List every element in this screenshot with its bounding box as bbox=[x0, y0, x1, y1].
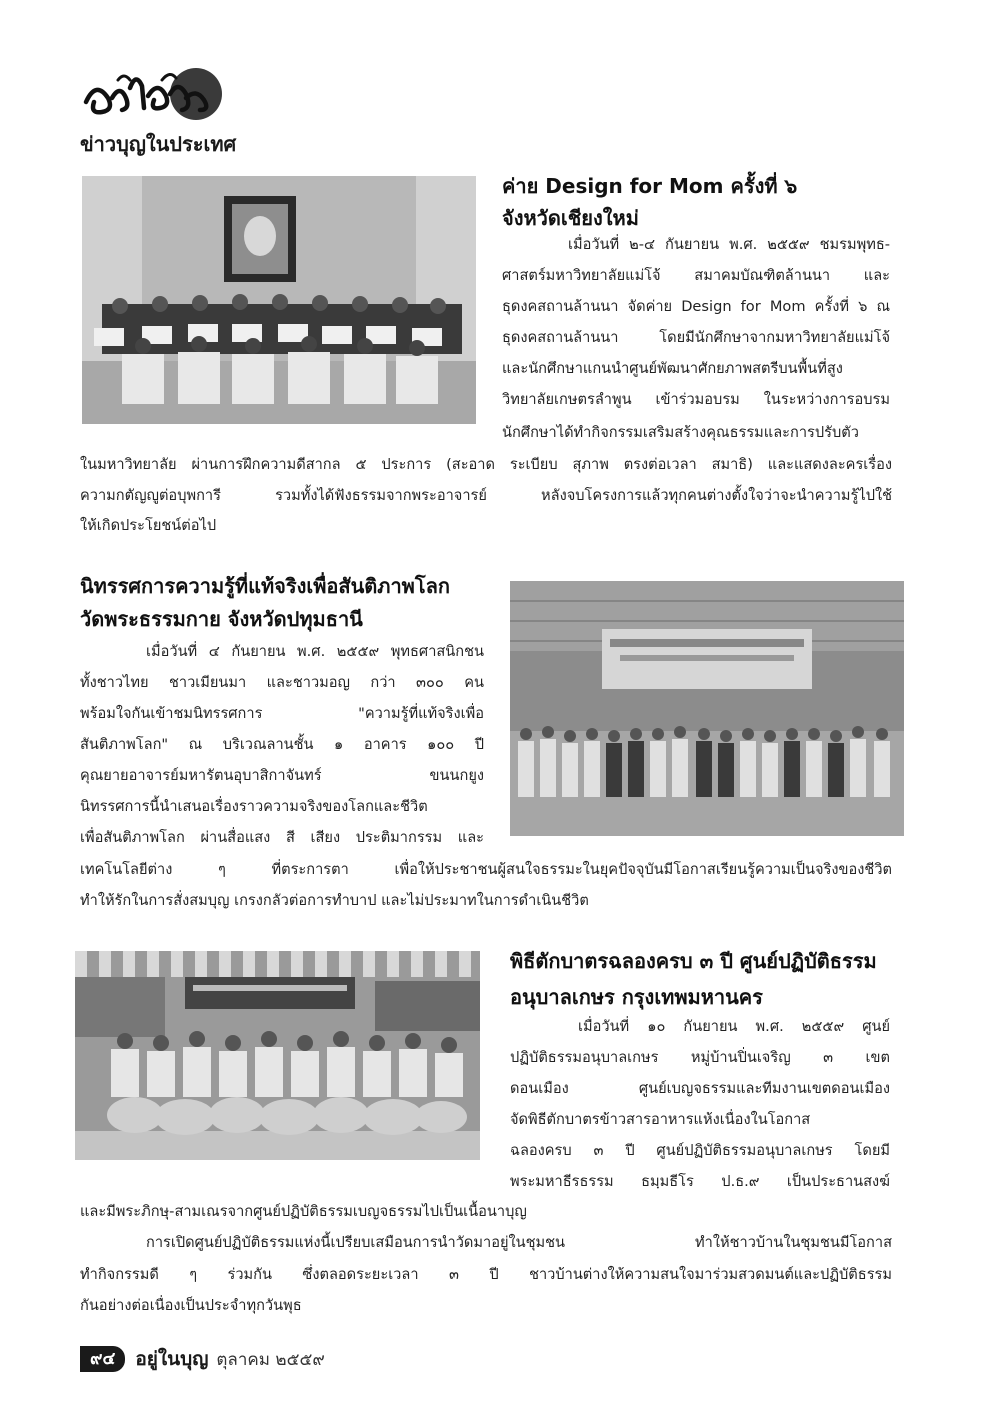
article-2-body-line: ทั้งชาวไทย ชาวเมียนมา และชาวมอญ กว่า ๓๐๐ คน bbox=[80, 674, 484, 691]
article-1-body-line: ธุดงคสถานล้านนา จัดค่าย Design for Mom ครั้งที่ ๖ ณ bbox=[502, 298, 890, 315]
article-1-body-line: ศาสตร์มหาวิทยาลัยแม่โจ้ สมาคมบัณฑิตล้านนา และ bbox=[502, 267, 890, 284]
article-2-body-line: เมื่อวันที่ ๔ กันยายน พ.ศ. ๒๕๕๙ พุทธศาสนิกชน bbox=[146, 643, 484, 660]
article-2-body-line: คุณยายอาจารย์มหารัตนอุบาสิกาจันทร์ ขนนกยูง bbox=[80, 767, 484, 784]
page-footer bbox=[80, 1346, 325, 1372]
article-2-body-line: พร้อมใจกันเข้าชมนิทรรศการ "ความรู้ที่แท้จริงเพื่อ bbox=[80, 705, 484, 722]
magazine-name: อยู่ในบุญ bbox=[135, 1348, 209, 1370]
article-1-body-line: ธุดงคสถานล้านนา โดยมีนักศึกษาจากมหาวิทยาลัยแม่โจ้ bbox=[502, 329, 890, 346]
article-2-body-line: สันติภาพโลก" ณ บริเวณลานชั้น ๑ อาคาร ๑๐๐ ปี bbox=[80, 736, 484, 753]
article-3-body-line: จัดพิธีตักบาตรข้าวสารอาหารแห้งเนื่องในโอกาส bbox=[510, 1111, 811, 1128]
article-1-body-line: เมื่อวันที่ ๒-๔ กันยายน พ.ศ. ๒๕๕๙ ชมรมพุทธ- bbox=[568, 236, 890, 253]
article-2-body-line: ทำให้รักในการสั่งสมบุญ เกรงกลัวต่อการทำบาป และไม่ประมาทในการดำเนินชีวิต bbox=[80, 892, 589, 909]
section-heading: ข่าวบุญในประเทศ bbox=[80, 132, 237, 156]
article-1-body-line: ความกตัญญูต่อบุพการี รวมทั้งได้ฟังธรรมจากพระอาจารย์ หลังจบโครงการแล้วทุกคนต่างตั้งใจว่าจะนำความรู้ไปใช้ bbox=[80, 487, 892, 504]
article-2-title-line-1: นิทรรศการความรู้ที่แท้จริงเพื่อสันติภาพโลก bbox=[80, 574, 450, 598]
article-2-body-line: เทคโนโลยีต่าง ๆ ที่ตระการตา เพื่อให้ประชาชนผู้สนใจธรรมะในยุคปัจจุบันมีโอกาสเรียนรู้ความเป็นจริงของชีวิต bbox=[80, 861, 892, 878]
article-3-body-line: การเปิดศูนย์ปฏิบัติธรรมแห่งนี้เปรียบเสมือนการนำวัดมาอยู่ในชุมชน ทำให้ชาวบ้านในชุมชนมีโอกาส bbox=[146, 1234, 892, 1251]
article-1-body-line: และนักศึกษาแกนนำศูนย์พัฒนาศักยภาพสตรีบนพื้นที่สูง bbox=[502, 360, 843, 377]
article-1-title-line-1: ค่าย Design for Mom ครั้งที่ ๖ bbox=[502, 174, 798, 198]
article-1-body-line: นักศึกษาได้ทำกิจกรรมเสริมสร้างคุณธรรมและการปรับตัว bbox=[502, 424, 859, 441]
article-1-body-line: ให้เกิดประโยชน์ต่อไป bbox=[80, 517, 217, 534]
article-3-body-line: ทำกิจกรรมดี ๆ ร่วมกัน ซึ่งตลอดระยะเวลา ๓ ปี ชาวบ้านต่างให้ความสนใจมาร่วมสวดมนต์และปฏิบัติธรรม bbox=[80, 1266, 892, 1283]
article-1-body-line: วิทยาลัยเกษตรลำพูน เข้าร่วมอบรม ในระหว่างการอบรม bbox=[502, 391, 890, 408]
article-1-photo bbox=[82, 176, 476, 424]
article-3-title-line-1: พิธีตักบาตรฉลองครบ ๓ ปี ศูนย์ปฏิบัติธรรม bbox=[510, 949, 877, 973]
article-1-body-line: ในมหาวิทยาลัย ผ่านการฝึกความดีสากล ๕ ประการ (สะอาด ระเบียบ สุภาพ ตรงต่อเวลา สมาธิ) และแสดงละครเรื่อง bbox=[80, 456, 892, 473]
article-3-body-line: พระมหาธีรธรรม ธมฺมธีโร ป.ธ.๙ เป็นประธานสงฆ์ bbox=[510, 1173, 890, 1190]
article-3-body-line: ปฏิบัติธรรมอนุบาลเกษร หมู่บ้านปิ่นเจริญ ๓ เขต bbox=[510, 1049, 890, 1066]
article-3-title-line-2: อนุบาลเกษร กรุงเทพมหานคร bbox=[510, 985, 763, 1009]
page-number: ๙๔ bbox=[80, 1346, 125, 1372]
article-2-photo bbox=[510, 581, 904, 836]
magazine-logo bbox=[78, 58, 228, 128]
article-3-photo bbox=[75, 951, 480, 1160]
article-1-title-line-2: จังหวัดเชียงใหม่ bbox=[502, 206, 639, 230]
article-3-body-line: เมื่อวันที่ ๑๐ กันยายน พ.ศ. ๒๕๕๙ ศูนย์ bbox=[578, 1018, 890, 1035]
article-2-body-line: เพื่อสันติภาพโลก ผ่านสื่อแสง สี เสียง ประติมากรรม และ bbox=[80, 829, 484, 846]
article-3-body-line: ฉลองครบ ๓ ปี ศูนย์ปฏิบัติธรรมอนุบาลเกษร โดยมี bbox=[510, 1142, 890, 1159]
article-3-body-line: กันอย่างต่อเนื่องเป็นประจำทุกวันพุธ bbox=[80, 1297, 302, 1314]
article-2-body-line: นิทรรศการนี้นำเสนอเรื่องราวความจริงของโลกและชีวิต bbox=[80, 798, 428, 815]
article-2-title-line-2: วัดพระธรรมกาย จังหวัดปทุมธานี bbox=[80, 607, 363, 631]
article-3-body-line: และมีพระภิกษุ-สามเณรจากศูนย์ปฏิบัติธรรมเบญจธรรมไปเป็นเนื้อนาบุญ bbox=[80, 1203, 527, 1220]
issue-date: ตุลาคม ๒๕๕๙ bbox=[216, 1349, 325, 1370]
article-3-body-line: ดอนเมือง ศูนย์เบญจธรรมและทีมงานเขตดอนเมือง bbox=[510, 1080, 890, 1097]
